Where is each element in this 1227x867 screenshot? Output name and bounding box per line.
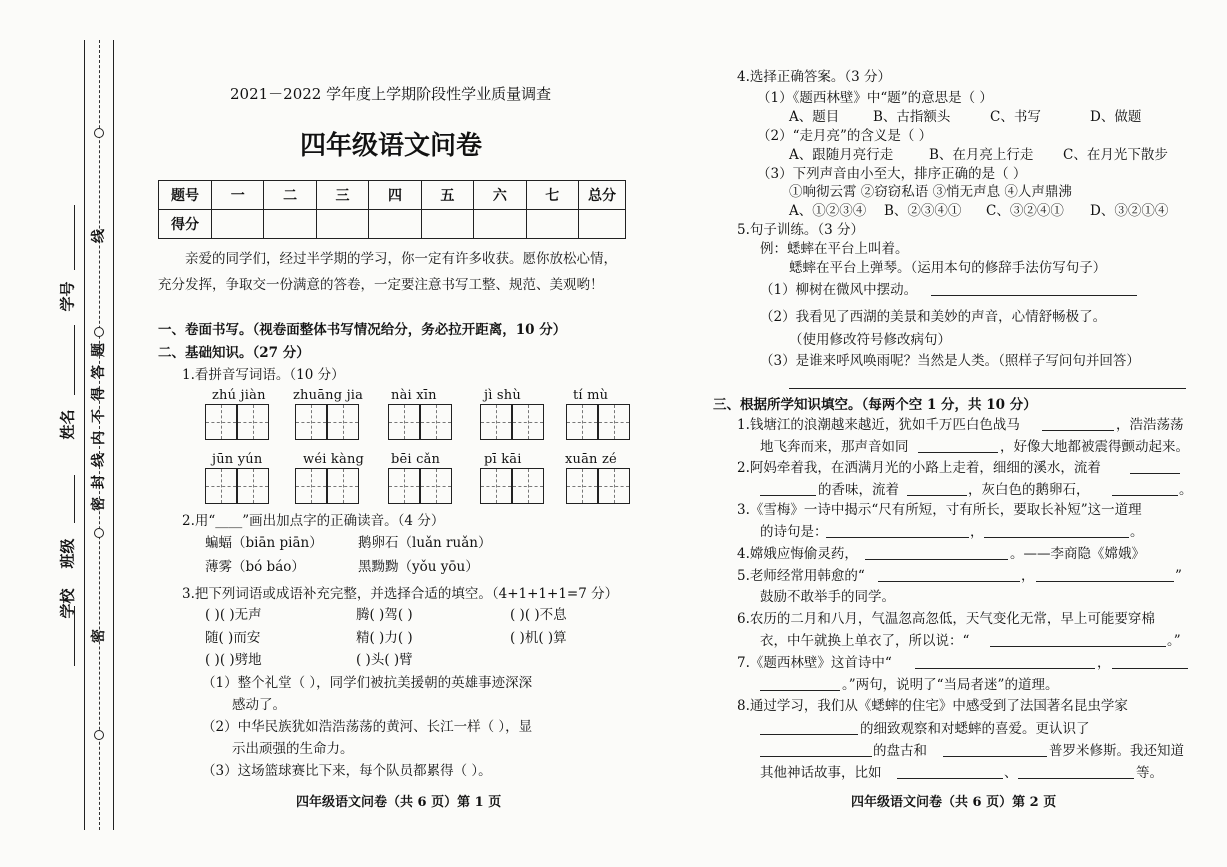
fill-blank[interactable] xyxy=(907,495,967,496)
fill-sentence: 的细致观察和对蟋蟀的喜爱。更认识了 xyxy=(860,721,1090,737)
writing-box[interactable] xyxy=(295,468,327,504)
pinyin-label: nài xīn xyxy=(391,388,437,403)
binding-hole xyxy=(94,528,104,538)
seal-char: 得 xyxy=(91,387,107,401)
intro-line: 充分发挥，争取交一份满意的答卷，一定要注意书写工整、规范、美观哟！ xyxy=(158,277,604,293)
fill-blank[interactable] xyxy=(915,668,1095,669)
fill-sentence: 1.钱塘江的浪潮越来越近，犹如千万匹白色战马 xyxy=(737,417,1020,433)
answer-option[interactable]: B、②③④① xyxy=(884,203,962,219)
score-input[interactable] xyxy=(421,210,473,239)
question-stem: ①响彻云霄 ②窃窃私语 ③悄无声息 ④人声鼎沸 xyxy=(789,184,1072,200)
fill-sentence: （3）这场篮球赛比下来，每个队员都累得（ ）。 xyxy=(202,763,492,779)
writing-box[interactable] xyxy=(598,404,630,440)
fill-sentence: （1）整个礼堂（ ），同学们被抗美援朝的英雄事迹深深 xyxy=(202,675,533,691)
fill-sentence: 示出顽强的生命力。 xyxy=(232,741,354,757)
fill-sentence: 3.《雪梅》一诗中揭示“尺有所短，寸有所长，要取长补短”这一道理 xyxy=(737,502,1142,518)
answer-option[interactable]: A、①②③④ xyxy=(789,203,867,219)
class-label: 班级 xyxy=(58,538,77,569)
idiom-blank[interactable]: 腾( )驾( ) xyxy=(356,607,413,623)
score-cell: 五 xyxy=(421,181,473,210)
fill-sentence: 。——李商隐《嫦娥》 xyxy=(1010,546,1145,562)
fill-sentence: 的香味，流着 xyxy=(818,482,899,498)
writing-box[interactable] xyxy=(327,404,359,440)
writing-box[interactable] xyxy=(420,404,452,440)
fill-sentence: 鼓励不敢举手的同学。 xyxy=(760,589,895,605)
fill-blank[interactable] xyxy=(878,581,1020,582)
pinyin-label: zhuāng jia xyxy=(293,388,364,403)
page-footer: 四年级语文问卷（共 6 页）第 2 页 xyxy=(851,795,1057,810)
fill-sentence: 地飞奔而来，那声音如同 xyxy=(760,439,909,455)
writing-box[interactable] xyxy=(388,468,420,504)
fill-blank[interactable] xyxy=(1042,430,1114,431)
answer-line[interactable] xyxy=(931,295,1137,296)
writing-box[interactable] xyxy=(237,404,269,440)
idiom-blank[interactable]: ( )( )无声 xyxy=(205,607,262,623)
idiom-blank[interactable]: 精( )力( ) xyxy=(356,630,413,646)
fill-blank[interactable] xyxy=(1130,473,1180,474)
seal-char: 封 xyxy=(91,475,107,489)
fill-blank[interactable] xyxy=(760,495,816,496)
exam-title: 四年级语文问卷 xyxy=(300,131,483,161)
seal-char: 不 xyxy=(91,409,107,423)
fill-sentence: ，灰白色的鹅卵石， xyxy=(968,482,1090,498)
fill-blank[interactable] xyxy=(865,559,1008,560)
question-title: 5.句子训练。（3 分） xyxy=(737,222,865,238)
fill-sentence: 2.阿妈牵着我，在洒满月光的小路上走着，细细的溪水，流着 xyxy=(737,460,1101,476)
section-heading: 二、基础知识。（27 分） xyxy=(158,345,310,361)
score-cell: 七 xyxy=(526,181,578,210)
fill-blank[interactable] xyxy=(990,646,1166,647)
fill-blank[interactable] xyxy=(760,690,840,691)
school-label: 学校 xyxy=(58,588,77,619)
question-stem: （3）是谁来呼风唤雨呢？当然是人类。（照样子写问句并回答） xyxy=(760,353,1140,369)
fill-blank[interactable] xyxy=(918,452,998,453)
fill-sentence: 普罗米修斯。我还知道 xyxy=(1049,743,1184,759)
question-stem: （使用修改符号修改病句） xyxy=(789,332,951,348)
binding-hole xyxy=(94,128,104,138)
idiom-blank[interactable]: ( )( )劈地 xyxy=(205,652,262,668)
fill-blank[interactable] xyxy=(760,734,858,735)
fill-sentence: 7.《题西林壁》这首诗中“ xyxy=(737,655,892,671)
margin-rule-outer xyxy=(84,40,85,830)
fill-sentence: 其他神话故事，比如 xyxy=(760,765,882,781)
fill-sentence: （2）中华民族犹如浩浩荡荡的黄河、长江一样（ ），显 xyxy=(202,719,533,735)
fill-blank[interactable] xyxy=(826,537,969,538)
writing-box[interactable] xyxy=(295,404,327,440)
writing-box[interactable] xyxy=(480,404,512,440)
fill-sentence: ” xyxy=(1175,568,1182,584)
writing-box[interactable] xyxy=(480,468,512,504)
question-stem: （2）我看见了西湖的美景和美妙的声音，心情舒畅极了。 xyxy=(760,309,1107,325)
fill-sentence: ， xyxy=(970,524,984,540)
pinyin-label: zhú jiàn xyxy=(212,388,266,403)
fill-blank[interactable] xyxy=(1018,778,1134,779)
writing-box[interactable] xyxy=(327,468,359,504)
score-input[interactable] xyxy=(369,210,421,239)
idiom-blank[interactable]: ( )头( )臂 xyxy=(356,652,413,668)
score-cell: 题号 xyxy=(159,181,212,210)
binding-hole xyxy=(94,327,104,337)
idiom-blank[interactable]: ( )机( )算 xyxy=(510,630,567,646)
reading-choice: 蝙蝠（biān piān） xyxy=(205,535,323,551)
question-title: 2.用“____”画出加点字的正确读音。（4 分） xyxy=(182,513,445,529)
answer-option[interactable]: B、在月亮上行走 xyxy=(929,147,1034,163)
pinyin-label: bēi cǎn xyxy=(391,452,441,467)
fill-sentence: 5.老师经常用韩愈的“ xyxy=(737,568,865,584)
pinyin-label: xuān zé xyxy=(565,452,617,467)
writing-box[interactable] xyxy=(420,468,452,504)
class-field[interactable] xyxy=(74,475,75,523)
score-cell: 得分 xyxy=(159,210,212,239)
pinyin-label: pī kāi xyxy=(484,452,522,467)
seal-char: 答 xyxy=(91,365,107,379)
writing-box[interactable] xyxy=(205,468,237,504)
question-stem: （1）《题西林壁》中“题”的意思是（ ） xyxy=(757,90,993,106)
score-input[interactable] xyxy=(212,210,264,239)
pinyin-label: jūn yún xyxy=(212,452,263,467)
score-cell: 二 xyxy=(264,181,316,210)
score-input[interactable] xyxy=(264,210,316,239)
example-text: 蟋蟀在平台上弹琴。（运用本句的修辞手法仿写句子） xyxy=(789,260,1107,276)
fill-sentence: 的盘古和 xyxy=(873,743,927,759)
answer-option[interactable]: C、书写 xyxy=(990,109,1041,125)
fill-blank[interactable] xyxy=(943,756,1047,757)
fill-sentence: 。 xyxy=(1179,482,1193,498)
fill-sentence: ，好像大地都被震得颤动起来。 xyxy=(1000,439,1189,455)
reading-choice: 鹅卵石（luǎn ruǎn） xyxy=(358,535,492,551)
question-stem: （3）下列声音由小至大，排序正确的是（ ） xyxy=(757,166,1027,182)
writing-box[interactable] xyxy=(598,468,630,504)
writing-box[interactable] xyxy=(388,404,420,440)
score-table xyxy=(158,180,626,239)
fill-sentence: 感动了。 xyxy=(232,697,286,713)
fill-sentence: 等。 xyxy=(1136,765,1163,781)
answer-option[interactable]: A、跟随月亮行走 xyxy=(789,147,894,163)
section-heading: 三、根据所学知识填空。（每两个空 1 分，共 10 分） xyxy=(713,397,1037,413)
pinyin-label: wéi kàng xyxy=(303,452,365,467)
idiom-blank[interactable]: 随( )而安 xyxy=(205,630,261,646)
score-cell: 总分 xyxy=(579,181,626,210)
score-cell: 一 xyxy=(212,181,264,210)
question-title: 3.把下列词语或成语补充完整，并选择合适的填空。（4+1+1+1=7 分） xyxy=(182,586,619,602)
writing-box[interactable] xyxy=(237,468,269,504)
writing-box[interactable] xyxy=(512,404,544,440)
id-field[interactable] xyxy=(74,205,75,270)
writing-box[interactable] xyxy=(566,468,598,504)
answer-option[interactable]: D、做题 xyxy=(1090,109,1142,125)
score-header-row xyxy=(159,181,626,210)
fill-blank[interactable] xyxy=(1036,581,1174,582)
fill-blank[interactable] xyxy=(1112,495,1178,496)
score-input[interactable] xyxy=(526,210,578,239)
score-cell: 三 xyxy=(316,181,368,210)
score-cell: 四 xyxy=(369,181,421,210)
school-field[interactable] xyxy=(74,606,75,666)
binding-hole xyxy=(94,730,104,740)
fill-sentence: 的诗句是： xyxy=(760,524,828,540)
reading-choice: 黑黝黝（yǒu yōu） xyxy=(358,559,479,575)
seal-char: 线 xyxy=(91,229,107,243)
score-cell: 六 xyxy=(474,181,526,210)
example-text: 例：蟋蟀在平台上叫着。 xyxy=(760,241,909,257)
answer-option[interactable]: D、③②①④ xyxy=(1090,203,1169,219)
answer-option[interactable]: B、古指额头 xyxy=(873,109,951,125)
margin-rule-inner xyxy=(113,40,114,830)
seal-char: 线 xyxy=(91,453,107,467)
fill-sentence: ，浩浩荡荡 xyxy=(1116,417,1184,433)
writing-box[interactable] xyxy=(512,468,544,504)
question-title: 4.选择正确答案。（3 分） xyxy=(737,69,892,85)
fill-blank[interactable] xyxy=(984,537,1129,538)
score-input[interactable] xyxy=(474,210,526,239)
fill-sentence: 衣，中午就换上单衣了，所以说：“ xyxy=(760,633,970,649)
fill-sentence: 。”两句，说明了“当局者迷”的道理。 xyxy=(842,677,1059,693)
reading-choice: 薄雾（bó báo） xyxy=(205,559,305,575)
answer-line[interactable] xyxy=(789,388,1186,389)
fill-blank[interactable] xyxy=(897,778,1003,779)
fill-sentence: 。 xyxy=(1130,524,1144,540)
question-stem: （2）“走月亮”的含义是（ ） xyxy=(757,128,933,144)
seal-char: 密 xyxy=(91,497,107,511)
name-label: 姓名 xyxy=(58,409,77,440)
fill-sentence: 4.嫦娥应悔偷灵药， xyxy=(737,546,858,562)
fill-sentence: 。” xyxy=(1167,633,1181,649)
writing-box[interactable] xyxy=(566,404,598,440)
score-value-row xyxy=(159,210,626,239)
name-field[interactable] xyxy=(74,325,75,395)
question-stem: （1）柳树在微风中摆动。 xyxy=(760,282,918,298)
writing-box[interactable] xyxy=(205,404,237,440)
idiom-blank[interactable]: ( )( )不息 xyxy=(510,607,567,623)
fill-sentence: 、 xyxy=(1004,765,1018,781)
intro-line: 亲爱的同学们，经过半学期的学习，你一定有许多收获。愿你放松心情， xyxy=(185,251,617,267)
exam-subtitle: 2021－2022 学年度上学期阶段性学业质量调查 xyxy=(230,85,552,103)
score-input[interactable] xyxy=(579,210,626,239)
fill-blank[interactable] xyxy=(1112,668,1188,669)
answer-option[interactable]: C、③②④① xyxy=(986,203,1064,219)
answer-option[interactable]: A、题目 xyxy=(789,109,840,125)
section-heading: 一、卷面书写。（视卷面整体书写情况给分，务必拉开距离，10 分） xyxy=(158,322,567,338)
seal-char: 题 xyxy=(91,343,107,357)
fill-sentence: 6.农历的二月和八月，气温忽高忽低，天气变化无常，早上可能要穿棉 xyxy=(737,611,1155,627)
answer-option[interactable]: C、在月光下散步 xyxy=(1063,147,1168,163)
seal-char: 密 xyxy=(91,629,107,643)
fill-blank[interactable] xyxy=(760,756,872,757)
pinyin-label: jì shù xyxy=(484,388,521,403)
page-footer: 四年级语文问卷（共 6 页）第 1 页 xyxy=(296,795,502,810)
id-label: 学号 xyxy=(58,281,77,312)
seal-char: 内 xyxy=(91,431,107,445)
fill-sentence: ， xyxy=(1021,568,1035,584)
pinyin-label: tí mù xyxy=(573,388,609,403)
fill-sentence: 8.通过学习，我们从《蟋蟀的住宅》中感受到了法国著名昆虫学家 xyxy=(737,698,1128,714)
fill-sentence: ， xyxy=(1097,655,1111,671)
score-input[interactable] xyxy=(316,210,368,239)
question-title: 1.看拼音写词语。（10 分） xyxy=(182,367,345,383)
